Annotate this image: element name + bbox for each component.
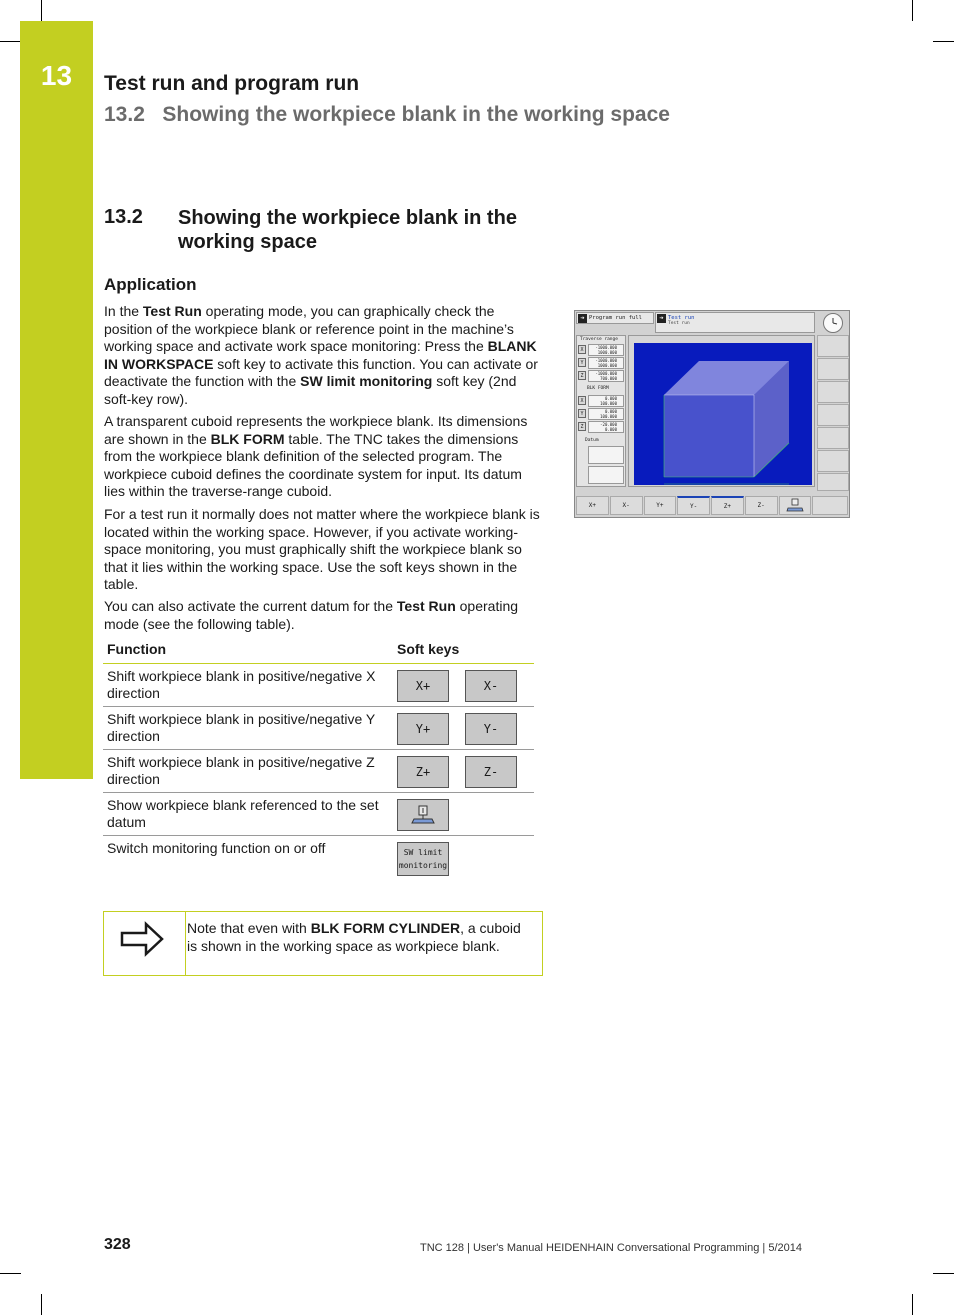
datum-reference-icon (408, 803, 438, 827)
vertical-softkey[interactable] (817, 381, 849, 403)
function-cell: Switch monitoring function on or off (107, 840, 326, 856)
control-screenshot (574, 310, 850, 518)
softkey-x-minus[interactable]: X- (610, 496, 643, 515)
softkeys-cell (393, 707, 534, 750)
axis-label: Y (578, 409, 586, 418)
axis-label: X (578, 345, 586, 354)
vertical-softkey[interactable] (817, 335, 849, 357)
vertical-softkey[interactable] (817, 427, 849, 449)
mode-arrow-icon: ➔ (657, 314, 666, 323)
crop-mark (41, 0, 42, 21)
page-number: 328 (104, 1236, 131, 1253)
column-header-softkeys: Soft keys (393, 639, 534, 664)
mode-tab-program-run (576, 312, 654, 324)
function-cell: Show workpiece blank referenced to the set datum (103, 793, 393, 836)
note-box (103, 911, 543, 976)
value-box: -20.000 0.000 (588, 421, 624, 433)
crop-mark (912, 0, 913, 21)
softkeys-cell (393, 793, 534, 836)
crop-mark (0, 41, 21, 42)
paragraph: You can also activate the current datum for the Test Run operating mode (see the following table). (104, 598, 519, 632)
softkey-y-plus[interactable]: Y+ (397, 713, 449, 745)
chapter-number: 13 (40, 60, 73, 91)
crop-mark (933, 1273, 954, 1274)
graphics-view (628, 335, 815, 487)
chapter-title: Test run and program run (104, 72, 360, 95)
application-heading: Application (104, 275, 197, 294)
softkey-row (576, 496, 848, 517)
mode-tab-test-run (655, 312, 815, 333)
datum-values (588, 446, 624, 464)
traverse-range-label: Traverse range (580, 337, 618, 342)
softkey-datum-reference[interactable] (397, 799, 449, 831)
paragraph: In the Test Run operating mode, you can graphically check the position of the workpiece blank or reference point in the machine’s working space and activate work space monitoring: Press the BLANK IN WORKSPACE soft key to activate this function. You can activate or deactivate the function with the SW limit monitoring soft key (2nd soft-key row). (104, 303, 538, 407)
datum-values (588, 466, 624, 484)
softkey-y-minus[interactable]: Y- (677, 496, 710, 515)
axis-label: Z (578, 422, 586, 431)
paragraph: A transparent cuboid represents the workpiece blank. Its dimensions are shown in the BLK FORM table. The TNC takes the dimensions from the workpiece blank definition of the selected program. The workpiece cuboid defines the coordinate system for input. Its datum lies within the traverse-range cuboid. (104, 413, 528, 500)
mode-sub-label: Test run (668, 321, 690, 326)
table-row (103, 707, 534, 750)
table-header-row (103, 639, 534, 664)
softkey-z-minus[interactable]: Z- (745, 496, 778, 515)
value-box: -1000.000 700.000 (588, 370, 624, 382)
axis-label: Z (578, 371, 586, 380)
section-title: Showing the workpiece blank in the working space (178, 207, 517, 253)
column-header-function: Function (103, 639, 393, 664)
mode-label: Test run (668, 315, 695, 321)
crop-mark (0, 1273, 21, 1274)
softkeys-cell (393, 664, 534, 707)
softkey-z-plus[interactable]: Z+ (711, 496, 744, 515)
softkey-label-line2: monitoring (398, 861, 448, 870)
axis-label: X (578, 396, 586, 405)
vertical-softkey[interactable] (817, 358, 849, 380)
softkey-y-plus[interactable]: Y+ (644, 496, 677, 515)
softkey-sw-limit-monitoring[interactable] (812, 496, 848, 515)
crop-mark (912, 1294, 913, 1315)
vertical-softkey[interactable] (817, 450, 849, 472)
footer-text: TNC 128 | User's Manual HEIDENHAIN Conversational Programming | 5/2014 (420, 1242, 802, 1254)
crop-mark (41, 1294, 42, 1315)
mode-label: Program run full (589, 315, 642, 321)
axis-label: Y (578, 358, 586, 367)
softkey-label-line1: SW limit (403, 848, 443, 857)
vertical-softkey[interactable] (817, 473, 849, 491)
vertical-softkey-bar (817, 335, 849, 495)
value-box: 0.000 100.000 (588, 408, 624, 420)
value-box: -1000.000 1000.000 (588, 344, 624, 356)
table-row (103, 793, 534, 836)
value-box: -1000.000 1000.000 (588, 357, 624, 369)
softkey-sw-limit-monitoring[interactable] (397, 842, 449, 876)
datum-label: Datum (585, 438, 599, 443)
softkeys-cell (393, 836, 534, 881)
softkeys-cell (393, 750, 534, 793)
workspace-view (634, 343, 812, 485)
blk-form-label: BLK FORM (587, 386, 609, 391)
workspace-cuboid-graphic (634, 343, 812, 485)
clock-icon (823, 313, 843, 333)
softkey-z-plus[interactable]: Z+ (397, 756, 449, 788)
value-box: 0.000 100.000 (588, 395, 624, 407)
function-cell: Shift workpiece blank in positive/negative Z direction (103, 750, 393, 793)
table-row (103, 750, 534, 793)
vertical-softkey[interactable] (817, 404, 849, 426)
mode-arrow-icon: ➔ (578, 314, 587, 323)
table-row (103, 664, 534, 707)
datum-reference-icon (785, 497, 805, 513)
paragraph: For a test run it normally does not matter where the workpiece blank is located within the working space. However, if you activate working-space monitoring, you must graphically shift the workpiece blank so that it lies within the working space. Use the soft keys shown in the table. (104, 506, 540, 593)
softkey-y-minus[interactable]: Y- (465, 713, 517, 745)
note-text: Note that even with BLK FORM CYLINDER, a cuboid is shown in the working space as workpiece blank. (187, 920, 521, 954)
softkey-x-plus[interactable]: X+ (576, 496, 609, 515)
range-panel (576, 335, 626, 487)
function-cell: Shift workpiece blank in positive/negative Y direction (103, 707, 393, 750)
note-separator (185, 912, 186, 975)
function-cell: Shift workpiece blank in positive/negative X direction (103, 664, 393, 707)
crop-mark (933, 41, 954, 42)
chapter-side-bar (20, 21, 93, 779)
section-number: 13.2 (104, 206, 143, 228)
softkey-datum-reference[interactable] (779, 496, 812, 515)
arrow-right-icon (120, 921, 164, 957)
table-row (103, 836, 534, 881)
function-table (103, 639, 534, 880)
softkey-x-minus[interactable]: X- (465, 670, 517, 702)
softkey-x-plus[interactable]: X+ (397, 670, 449, 702)
softkey-z-minus[interactable]: Z- (465, 756, 517, 788)
chapter-subtitle: 13.2 Showing the workpiece blank in the working space (104, 103, 670, 126)
